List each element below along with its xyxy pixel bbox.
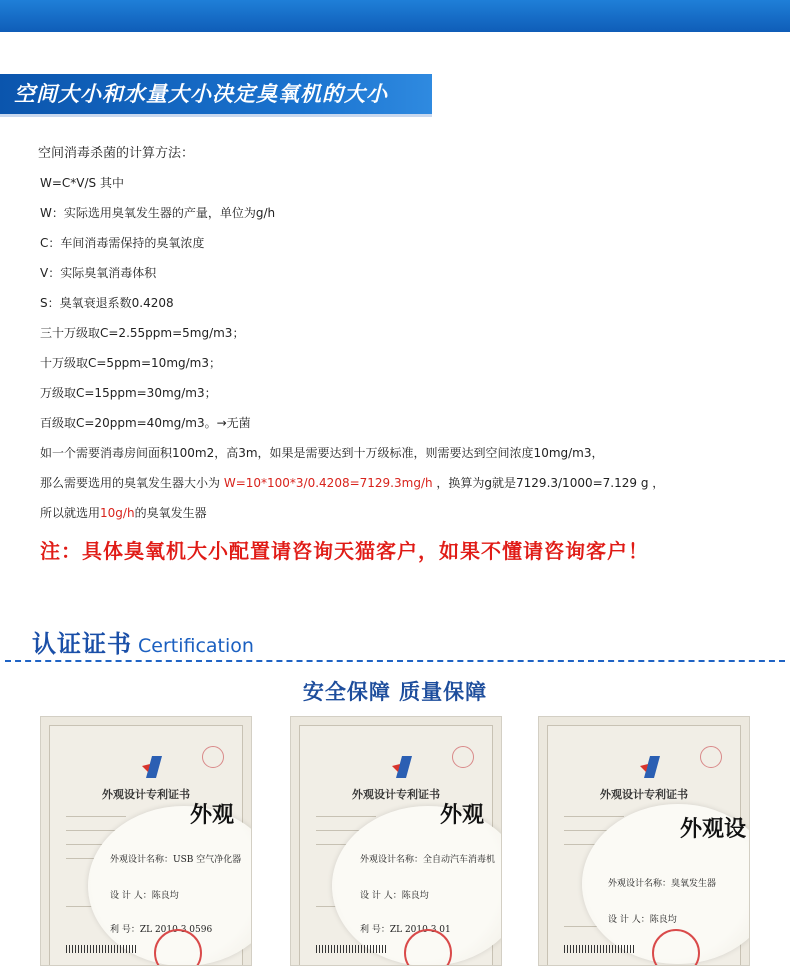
formula-line: S：臭氧衰退系数0.4208 — [40, 296, 174, 310]
formula-heading: 空间消毒杀菌的计算方法： — [38, 146, 195, 161]
certificate-name-field: 外观设计名称：全自动汽车消毒机 — [360, 855, 496, 865]
formula-calc — [40, 474, 664, 491]
formula-line: 万级取C=15ppm=30mg/m3； — [40, 386, 217, 400]
certificate-name-field: 外观设计名称：USB 空气净化器 — [110, 855, 242, 865]
certificate-title: 外观设计专利证书 — [102, 788, 190, 801]
certificate-image — [40, 716, 252, 966]
certificate-patent-field: 利 号：ZL 2010 3 0596 — [110, 925, 213, 935]
formula-line: W：实际选用臭氧发生器的产量，单位为g/h — [40, 206, 276, 220]
banner-shadow — [0, 114, 432, 117]
certificate-paper — [299, 725, 496, 965]
stamp-icon — [452, 746, 474, 768]
formula-example: 如一个需要消毒房间面积100m2，高3m，如果是需要达到十万级标准，则需要达到空间浓度10mg/m3， — [40, 446, 604, 460]
certificate-image — [290, 716, 502, 966]
certificate-image — [538, 716, 750, 966]
patent-logo-icon — [140, 754, 170, 780]
certificate-paper — [49, 725, 243, 965]
patent-logo-icon — [390, 754, 420, 780]
choose-suffix: 的臭氧发生器 — [134, 506, 207, 520]
section-banner: 空间大小和水量大小决定臭氧机的大小 — [0, 74, 432, 114]
formula-line: 十万级取C=5ppm=10mg/m3； — [40, 356, 221, 370]
calc-prefix: 那么需要选用的臭氧发生器大小为 — [40, 476, 224, 490]
choose-prefix: 所以就选用 — [40, 506, 101, 520]
formula-line: 三十万级取C=2.55ppm=5mg/m3； — [40, 326, 245, 340]
certificate-paper — [547, 725, 747, 965]
certificate-title: 外观设计专利证书 — [600, 788, 688, 801]
certification-title — [32, 624, 254, 659]
certification-title-en: Certification — [138, 635, 254, 657]
formula-line: V：实际臭氧消毒体积 — [40, 266, 157, 280]
formula-choose — [40, 504, 207, 521]
certificate-big-word: 外观 — [190, 802, 235, 828]
notice-text: 注：具体臭氧机大小配置请咨询天猫客户，如果不懂请咨询客户！ — [40, 539, 649, 563]
certificate-name-field: 外观设计名称：臭氧发生器 — [608, 879, 717, 889]
stamp-icon — [202, 746, 224, 768]
text-line — [564, 816, 624, 817]
barcode-icon — [316, 945, 388, 953]
calc-suffix: ，换算为g就是7129.3/1000=7.129 g ， — [432, 476, 665, 490]
text-line — [66, 830, 116, 831]
dashed-divider — [5, 660, 785, 662]
certificate-designer-field: 设 计 人：陈良均 — [110, 891, 179, 901]
certificate-big-word: 外观 — [440, 802, 485, 828]
text-line — [66, 816, 126, 817]
barcode-icon — [66, 945, 138, 953]
certification-subtitle: 安全保障 质量保障 — [302, 680, 488, 704]
barcode-icon — [564, 945, 636, 953]
calc-formula-red: W=10*100*3/0.4208=7129.3mg/h — [223, 476, 433, 490]
certificate-patent-field: 利 号：ZL 2010 3 01 — [360, 925, 451, 935]
text-line — [316, 816, 376, 817]
patent-logo-icon — [638, 754, 668, 780]
certificate-title: 外观设计专利证书 — [352, 788, 440, 801]
certificate-big-word: 外观设 — [680, 816, 747, 842]
choose-value-red: 10g/h — [100, 506, 135, 520]
certificate-designer-field: 设 计 人：陈良均 — [360, 891, 429, 901]
formula-line: C：车间消毒需保持的臭氧浓度 — [40, 236, 205, 250]
formula-line: 百级取C=20ppm=40mg/m3。→无菌 — [40, 416, 251, 430]
certification-title-cn: 认证证书 — [32, 630, 132, 658]
top-bar — [0, 0, 790, 32]
formula-line: W=C*V/S 其中 — [40, 176, 124, 190]
certificate-designer-field: 设 计 人：陈良均 — [608, 915, 677, 925]
stamp-icon — [700, 746, 722, 768]
